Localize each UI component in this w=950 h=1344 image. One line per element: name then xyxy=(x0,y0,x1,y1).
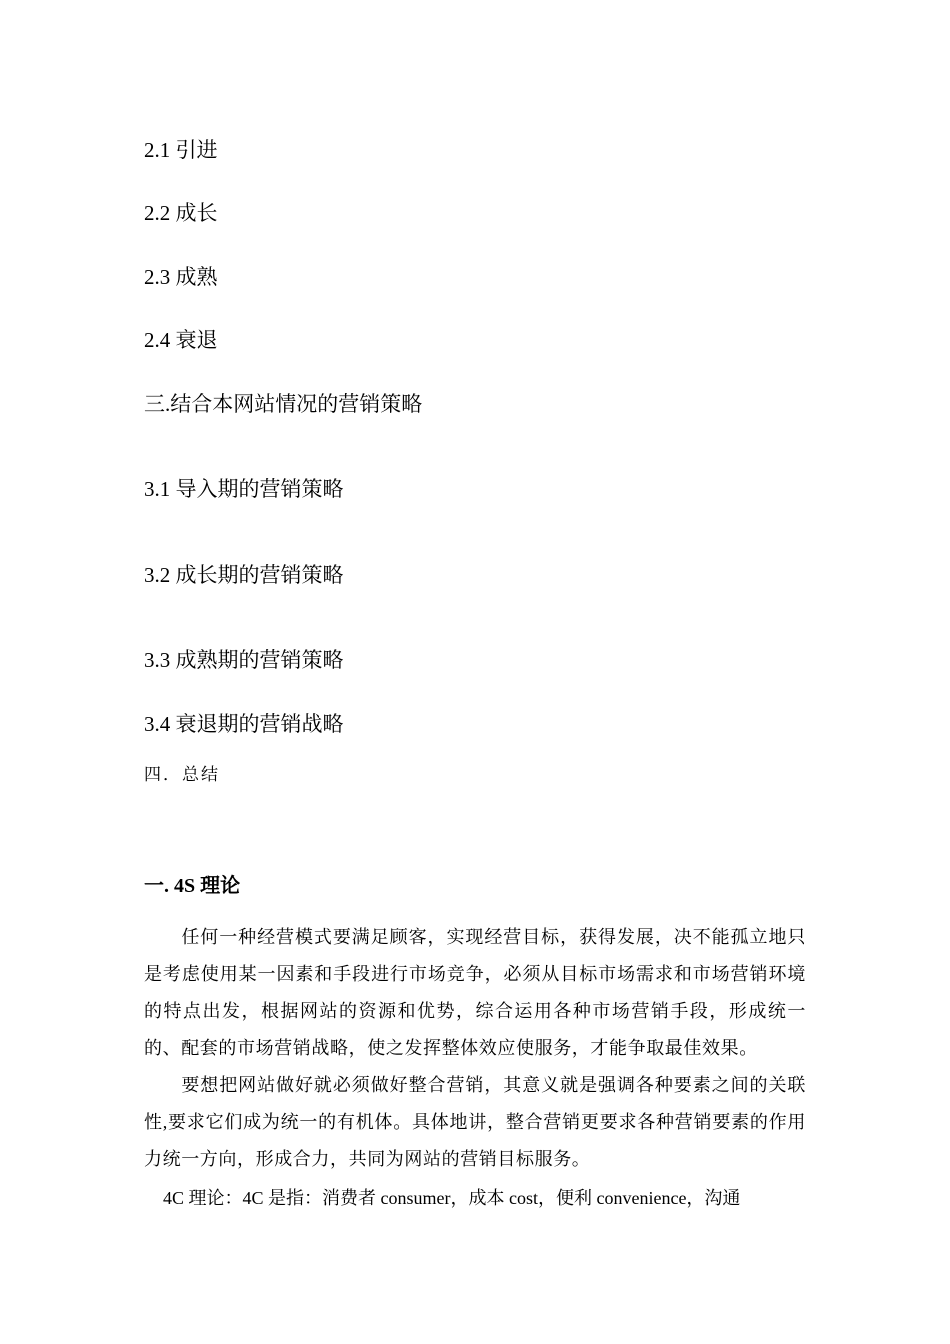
toc-item-2-3: 2.3 成熟 xyxy=(144,265,218,289)
toc-item-2-1: 2.1 引进 xyxy=(144,138,218,162)
section-heading: 一. 4S 理论 xyxy=(144,875,241,897)
toc-item-3-1: 3.1 导入期的营销策略 xyxy=(144,477,344,501)
toc-item-3: 三.结合本网站情况的营销策略 xyxy=(144,392,423,416)
paragraph-1-text: 任何一种经营模式要满足顾客，实现经营目标，获得发展，决不能孤立地只是考虑使用某一因素和手段进行市场竞争，必须从目标市场需求和市场营销环境的特点出发，根据网站的资源和优势，综合运用各种市场营销手段，形成统一的、配套的市场营销战略，使之发挥整体效应使服务，才能争取最佳效果。 xyxy=(144,927,806,1058)
paragraph-3 xyxy=(144,1180,806,1217)
paragraph-1 xyxy=(144,919,806,1067)
toc-item-3-3: 3.3 成熟期的营销策略 xyxy=(144,648,344,672)
paragraph-2 xyxy=(144,1067,806,1178)
toc-item-4: 四．总结 xyxy=(144,765,220,784)
paragraph-2-text: 要想把网站做好就必须做好整合营销，其意义就是强调各种要素之间的关联性,要求它们成为统一的有机体。具体地讲，整合营销更要求各种营销要素的作用力统一方向，形成合力，共同为网站的营销目标服务。 xyxy=(144,1075,806,1169)
toc-item-3-2: 3.2 成长期的营销策略 xyxy=(144,563,344,587)
paragraph-3-text: 4C 理论：4C 是指：消费者 consumer，成本 cost，便利 convenience，沟通 xyxy=(163,1188,741,1208)
toc-item-2-4: 2.4 衰退 xyxy=(144,328,218,352)
toc-item-2-2: 2.2 成长 xyxy=(144,201,218,225)
toc-item-3-4: 3.4 衰退期的营销战略 xyxy=(144,712,344,736)
